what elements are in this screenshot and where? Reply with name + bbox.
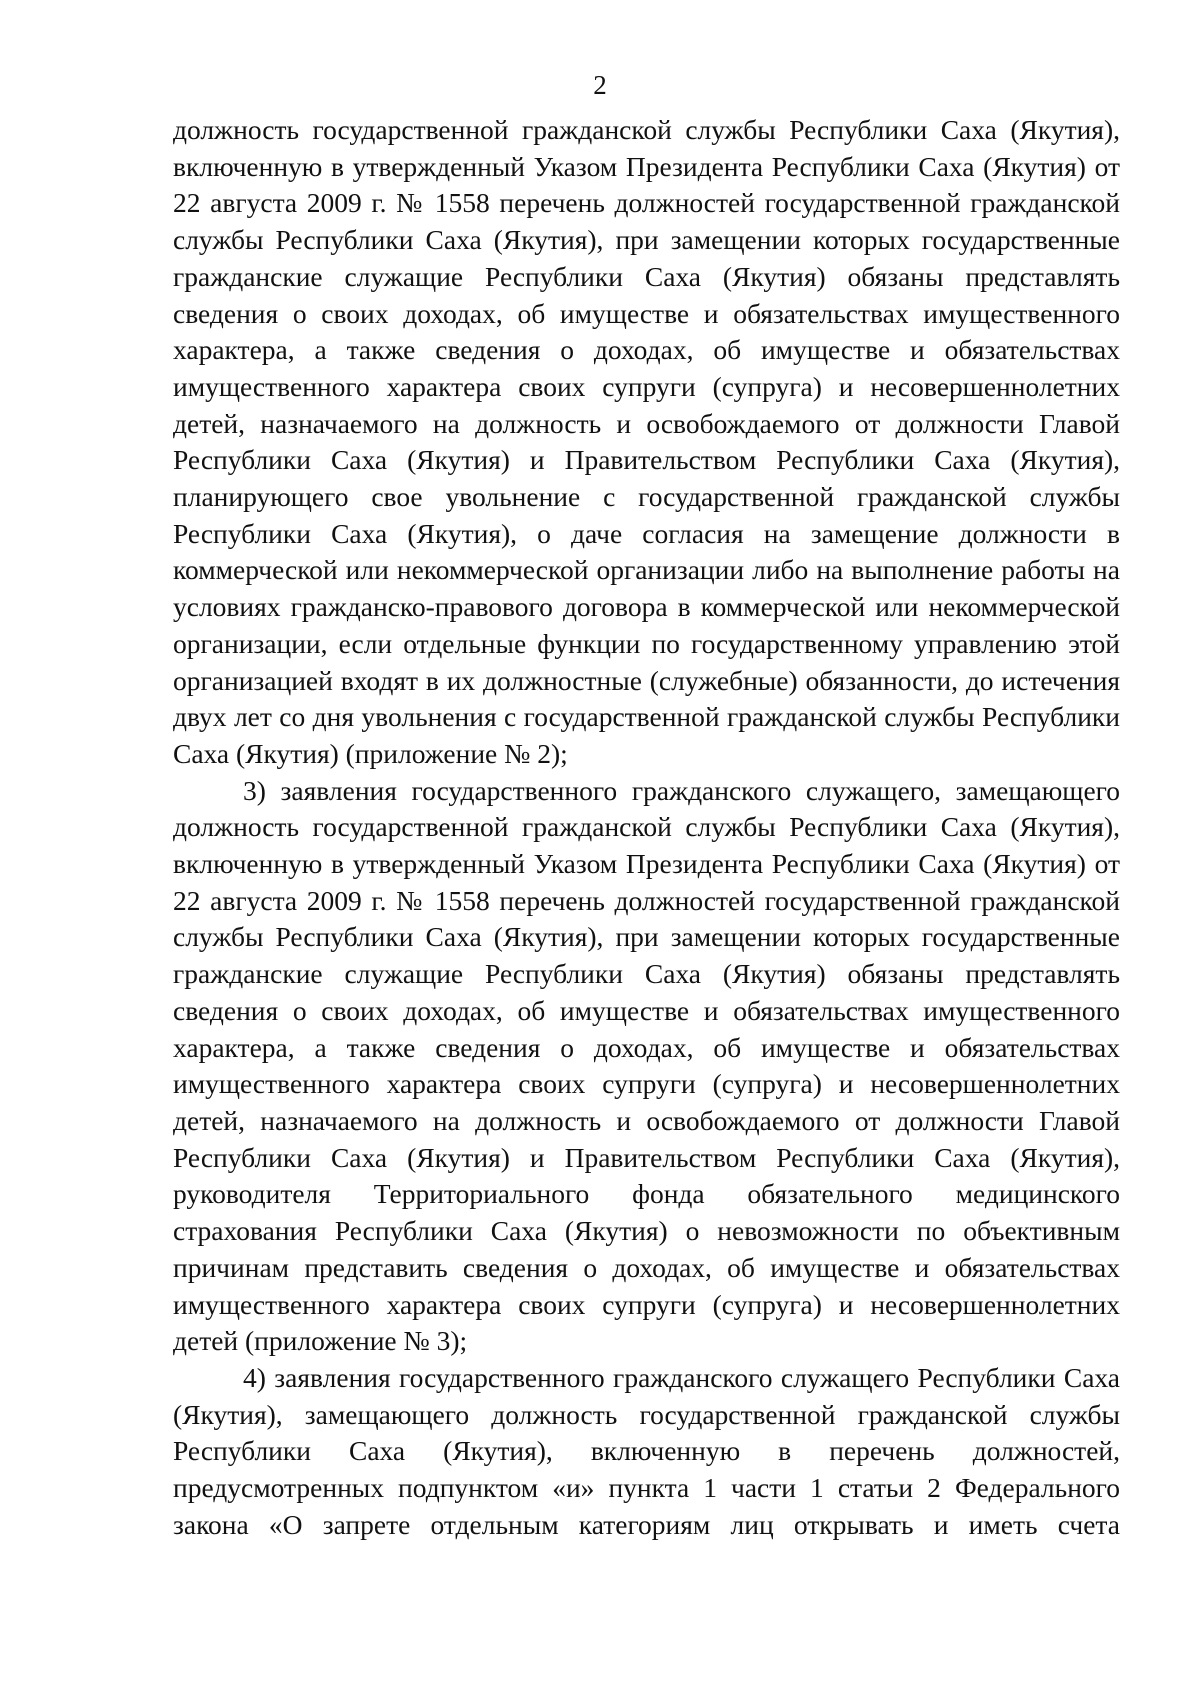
paragraph-continuation: должность государственной гражданской службы Республики Саха (Якутия), включенную в утвержденный Указом Президента Республики Саха (Якутия) от 22 августа 2009 г. № 1558 перечень должностей государственной гражданской службы Республики Саха (Якутия), при замещении которых государственные гражданские служащие Республики Саха (Якутия) обязаны представлять сведения о своих доходах, об имуществе и обязательствах имущественного характера, а также сведения о доходах, об имуществе и обязательствах имущественного характера своих супруги (супруга) и несовершеннолетних детей, назначаемого на должность и освобождаемого от должности Главой Республики Саха (Якутия) и Правительством Республики Саха (Якутия), планирующего свое увольнение с государственной гражданской службы Республики Саха (Якутия), о даче согласия на замещение должности в коммерческой или некоммерческой организации либо на выполнение работы на условиях гражданско-правового договора в коммерческой или некоммерческой организации, если отдельные функции по государственному управлению этой организацией входят в их должностные (служебные) обязанности, до истечения двух лет со дня увольнения с государственной гражданской службы Республики Саха (Якутия) (приложение № 2);: [173, 114, 1120, 769]
document-body: [173, 112, 1120, 1543]
paragraph-item-3: 3) заявления государственного гражданского служащего, замещающего должность государственной гражданской службы Республики Саха (Якутия), включенную в утвержденный Указом Президента Республики Саха (Якутия) от 22 августа 2009 г. № 1558 перечень должностей государственной гражданской службы Республики Саха (Якутия), при замещении которых государственные гражданские служащие Республики Саха (Якутия) обязаны представлять сведения о своих доходах, об имуществе и обязательствах имущественного характера, а также сведения о доходах, об имуществе и обязательствах имущественного характера своих супруги (супруга) и несовершеннолетних детей, назначаемого на должность и освобождаемого от должности Главой Республики Саха (Якутия) и Правительством Республики Саха (Якутия), руководителя Территориального фонда обязательного медицинского страхования Республики Саха (Якутия) о невозможности по объективным причинам представить сведения о доходах, об имуществе и обязательствах имущественного характера своих супруги (супруга) и несовершеннолетних детей (приложение № 3);: [173, 774, 1120, 1357]
paragraph-item-4: 4) заявления государственного гражданского служащего Республики Саха (Якутия), замещающего должность государственной гражданской службы Республики Саха (Якутия), включенную в перечень должностей, предусмотренных подпунктом «и» пункта 1 части 1 статьи 2 Федерального закона «О запрете отдельным категориям лиц открывать и иметь счета: [173, 1361, 1120, 1540]
page-number: 2: [593, 70, 607, 100]
